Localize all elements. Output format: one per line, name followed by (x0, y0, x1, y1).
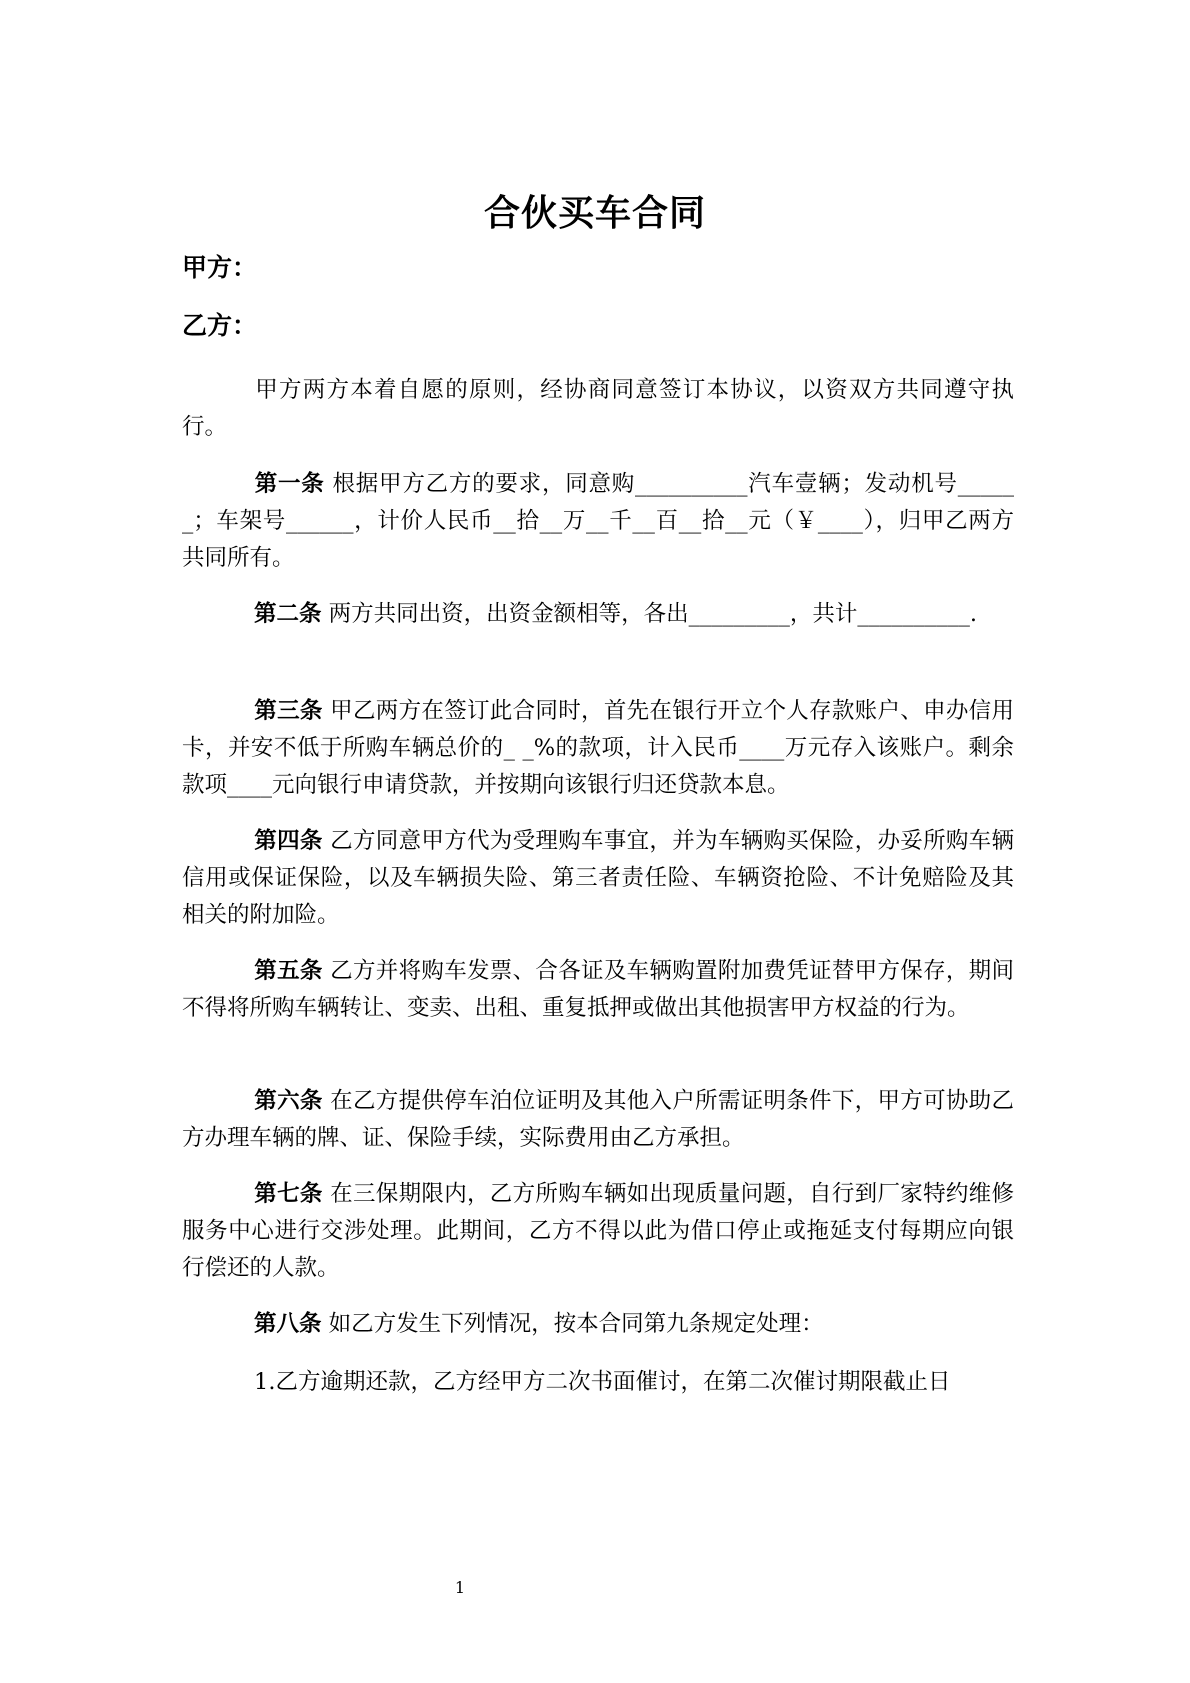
article-4-text: 乙方同意甲方代为受理购车事宜，并为车辆购买保险，办妥所购车辆信用或保证保险，以及车辆损失险、第三者责任险、车辆资抢险、不计免赔险及其相关的附加险。 (182, 828, 1014, 928)
page-number: 1 (454, 1578, 466, 1597)
article-8-heading: 第八条 (254, 1311, 322, 1337)
article-1-heading: 第一条 (254, 471, 325, 497)
article-2-text: 两方共同出资，出资金额相等，各出_________，共计__________. (321, 601, 978, 627)
article-3 (182, 693, 1014, 804)
clause-item-1-text: 1.乙方逾期还款，乙方经甲方二次书面催讨，在第二次催讨期限截止日 (254, 1369, 951, 1395)
article-6-heading: 第六条 (254, 1088, 323, 1114)
article-6 (182, 1083, 1014, 1157)
article-5-text: 乙方并将购车发票、合各证及车辆购置附加费凭证替甲方保存，期间不得将所购车辆转让、变卖、出租、重复抵押或做出其他损害甲方权益的行为。 (182, 958, 1014, 1021)
article-8-text: 如乙方发生下列情况，按本合同第九条规定处理： (321, 1311, 824, 1337)
article-3-heading: 第三条 (254, 698, 323, 724)
article-4-heading: 第四条 (254, 828, 323, 854)
article-1-text: 根据甲方乙方的要求，同意购__________汽车壹辆；发动机号______；车架号______，计价人民币__拾__万__千__百__拾__元（￥____），归甲乙两方共同所有。 (182, 471, 1014, 571)
article-1 (182, 466, 1014, 577)
article-7 (182, 1176, 1014, 1287)
article-6-text: 在乙方提供停车泊位证明及其他入户所需证明条件下，甲方可协助乙方办理车辆的牌、证、保险手续，实际费用由乙方承担。 (182, 1088, 1014, 1151)
article-2-heading: 第二条 (254, 601, 322, 627)
article-7-text: 在三保期限内，乙方所购车辆如出现质量问题，自行到厂家特约维修服务中心进行交涉处理。此期间，乙方不得以此为借口停止或拖延支付每期应向银行偿还的人款。 (182, 1181, 1014, 1281)
party-b-label: 乙方： (182, 311, 258, 340)
article-5 (182, 953, 1014, 1027)
clause-item-1 (182, 1364, 1014, 1401)
intro-paragraph (182, 372, 1014, 446)
article-8 (182, 1306, 1014, 1343)
article-3-text: 甲乙两方在签订此合同时，首先在银行开立个人存款账户、申办信用卡，并安不低于所购车辆总价的_ _%的款项，计入民币____万元存入该账户。剩余款项____元向银行申请贷款，并按期向该银行归还贷款本息。 (182, 698, 1014, 798)
document-title: 合伙买车合同 (483, 193, 706, 234)
article-4 (182, 823, 1014, 934)
article-7-heading: 第七条 (254, 1181, 323, 1207)
intro-text: 甲方两方本着自愿的原则，经协商同意签订本协议，以资双方共同遵守执行。 (182, 377, 1014, 440)
article-2 (182, 596, 1014, 633)
article-5-heading: 第五条 (254, 958, 323, 984)
party-a-label: 甲方： (182, 253, 258, 282)
